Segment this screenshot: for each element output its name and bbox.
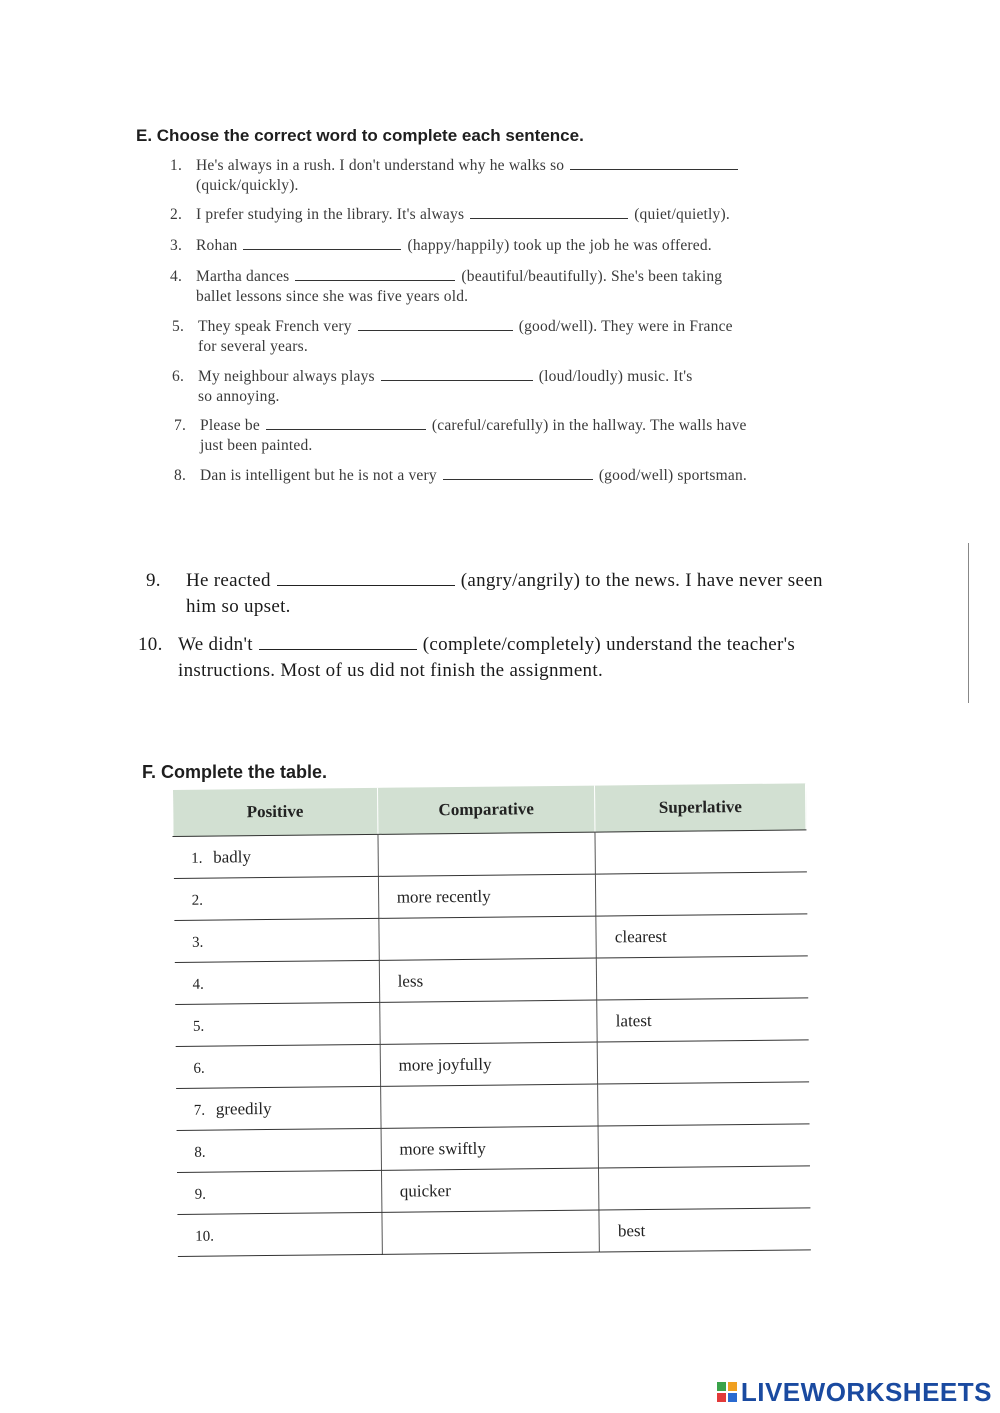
positive-cell[interactable]	[176, 1086, 381, 1130]
logo-square-orange	[728, 1382, 737, 1391]
header-positive: Positive	[172, 788, 377, 837]
superlative-cell[interactable]	[597, 956, 808, 1000]
adverb-table	[172, 783, 811, 1257]
superlative-cell[interactable]: best	[599, 1208, 810, 1252]
positive-cell[interactable]	[175, 1044, 380, 1088]
table-row	[174, 914, 807, 963]
comparative-cell[interactable]: less	[379, 958, 597, 1002]
question-3	[170, 236, 712, 256]
question-text-cont: so annoying.	[198, 388, 280, 405]
question-text: They speak French very	[198, 318, 352, 335]
section-f-heading: F. Complete the table.	[142, 762, 328, 782]
positive-cell[interactable]	[174, 960, 379, 1004]
comparative-cell[interactable]: quicker	[381, 1168, 599, 1212]
answer-blank-8[interactable]	[443, 467, 593, 480]
superlative-cell[interactable]	[599, 1166, 810, 1210]
row-number: 8.	[194, 1144, 206, 1161]
cell-value: greedily	[215, 1098, 272, 1119]
question-text-cont: instructions. Most of us did not finish the assignment.	[178, 660, 603, 681]
question-number: 2.	[170, 206, 183, 223]
header-comparative: Comparative	[377, 786, 595, 835]
answer-blank-6[interactable]	[381, 368, 533, 381]
question-8	[174, 466, 747, 486]
comparative-cell[interactable]	[380, 1084, 598, 1128]
positive-cell[interactable]	[177, 1212, 382, 1256]
question-9	[146, 568, 823, 620]
superlative-cell[interactable]	[598, 1082, 809, 1126]
row-number: 10.	[195, 1228, 215, 1245]
answer-blank-4[interactable]	[295, 268, 455, 281]
question-number: 8.	[174, 467, 187, 484]
answer-blank-3[interactable]	[243, 237, 401, 250]
cell-value: badly	[213, 846, 252, 867]
question-text-cont: (quick/quickly).	[196, 177, 299, 194]
question-5	[172, 317, 733, 357]
comparative-cell[interactable]	[378, 916, 596, 960]
table-row	[173, 872, 806, 921]
answer-blank-5[interactable]	[358, 318, 513, 331]
question-text: We didn't	[178, 634, 253, 655]
comparative-cell[interactable]: more recently	[378, 874, 596, 918]
question-text: Dan is intelligent but he is not a very	[200, 467, 437, 484]
table-row	[177, 1208, 810, 1257]
question-text: I prefer studying in the library. It's always	[196, 206, 465, 223]
table-row	[174, 956, 807, 1005]
question-number: 1.	[170, 157, 183, 174]
question-2	[170, 205, 730, 225]
comparative-cell[interactable]: more joyfully	[380, 1042, 598, 1086]
question-hint: (happy/happily) took up the job he was offered.	[407, 237, 712, 254]
superlative-cell[interactable]: latest	[597, 998, 808, 1042]
positive-cell[interactable]	[173, 876, 378, 920]
answer-blank-1[interactable]	[570, 157, 738, 170]
table-row	[176, 1124, 809, 1173]
question-text: He reacted	[186, 570, 271, 591]
row-number: 1.	[191, 850, 203, 867]
logo-square-green	[717, 1382, 726, 1391]
question-text-cont: him so upset.	[186, 596, 291, 617]
row-number: 5.	[192, 1018, 205, 1035]
positive-cell[interactable]	[177, 1170, 382, 1214]
question-number: 7.	[174, 417, 187, 434]
row-number: 2.	[191, 892, 203, 909]
question-text: Please be	[200, 417, 260, 434]
question-number: 6.	[172, 368, 185, 385]
question-text-cont: ballet lessons since she was five years old.	[196, 288, 469, 305]
answer-blank-10[interactable]	[259, 635, 417, 650]
liveworksheets-logo[interactable]	[717, 1377, 992, 1407]
comparative-cell[interactable]	[379, 1000, 597, 1044]
question-number: 9.	[146, 570, 161, 591]
table-row	[175, 1040, 808, 1089]
table-row	[175, 998, 808, 1047]
liveworksheets-logo-icon	[717, 1382, 737, 1402]
table-header-row	[172, 783, 805, 836]
positive-cell[interactable]	[174, 918, 379, 962]
logo-text: LIVEWORKSHEETS	[740, 1376, 992, 1407]
comparative-cell[interactable]	[378, 832, 596, 876]
logo-square-blue	[728, 1393, 737, 1402]
question-text: He's always in a rush. I don't understand why he walks so	[196, 157, 565, 174]
comparative-cell[interactable]	[382, 1210, 600, 1254]
question-text: Martha dances	[196, 268, 290, 285]
superlative-cell[interactable]	[597, 1040, 808, 1084]
positive-cell[interactable]	[176, 1128, 381, 1172]
table-row	[173, 830, 806, 879]
question-hint: (beautiful/beautifully). She's been taking	[461, 268, 723, 285]
question-text-cont: just been painted.	[200, 437, 313, 454]
question-6	[172, 367, 693, 407]
question-hint: (good/well) sportsman.	[598, 467, 747, 484]
question-hint: (careful/carefully) in the hallway. The walls have	[431, 417, 747, 434]
superlative-cell[interactable]	[598, 1124, 809, 1168]
superlative-cell[interactable]	[596, 872, 807, 916]
row-number: 4.	[192, 976, 204, 993]
question-hint: (complete/completely) understand the teacher's	[422, 634, 796, 655]
question-10	[138, 632, 795, 684]
table-row	[176, 1082, 809, 1131]
page-edge-divider	[968, 543, 969, 703]
question-number: 4.	[170, 268, 183, 285]
question-4	[170, 267, 722, 307]
answer-blank-2[interactable]	[470, 206, 628, 219]
row-number: 9.	[194, 1186, 207, 1203]
answer-blank-9[interactable]	[277, 571, 455, 586]
question-hint: (loud/loudly) music. It's	[538, 368, 693, 385]
row-number: 3.	[192, 934, 204, 951]
question-text: Rohan	[196, 237, 238, 254]
question-text: My neighbour always plays	[198, 368, 375, 385]
comparative-cell[interactable]: more swiftly	[381, 1126, 599, 1170]
row-number: 7.	[193, 1102, 206, 1119]
question-1	[170, 156, 744, 196]
positive-cell[interactable]	[175, 1002, 380, 1046]
answer-blank-7[interactable]	[266, 417, 426, 430]
question-number: 5.	[172, 318, 185, 335]
row-number: 6.	[193, 1060, 205, 1077]
question-7	[174, 416, 747, 456]
question-hint: (good/well). They were in France	[518, 318, 733, 335]
positive-cell[interactable]	[173, 834, 378, 878]
table-row	[177, 1166, 810, 1215]
logo-square-red	[717, 1393, 726, 1402]
question-hint: (quiet/quietly).	[634, 206, 730, 223]
superlative-cell[interactable]: clearest	[596, 914, 807, 958]
question-text-cont: for several years.	[198, 338, 308, 355]
question-number: 3.	[170, 237, 183, 254]
superlative-cell[interactable]	[595, 830, 806, 874]
question-hint: (angry/angrily) to the news. I have never seen	[460, 570, 823, 591]
header-superlative: Superlative	[595, 783, 806, 832]
question-number: 10.	[138, 634, 163, 655]
section-e-heading: E. Choose the correct word to complete each sentence.	[136, 126, 584, 145]
